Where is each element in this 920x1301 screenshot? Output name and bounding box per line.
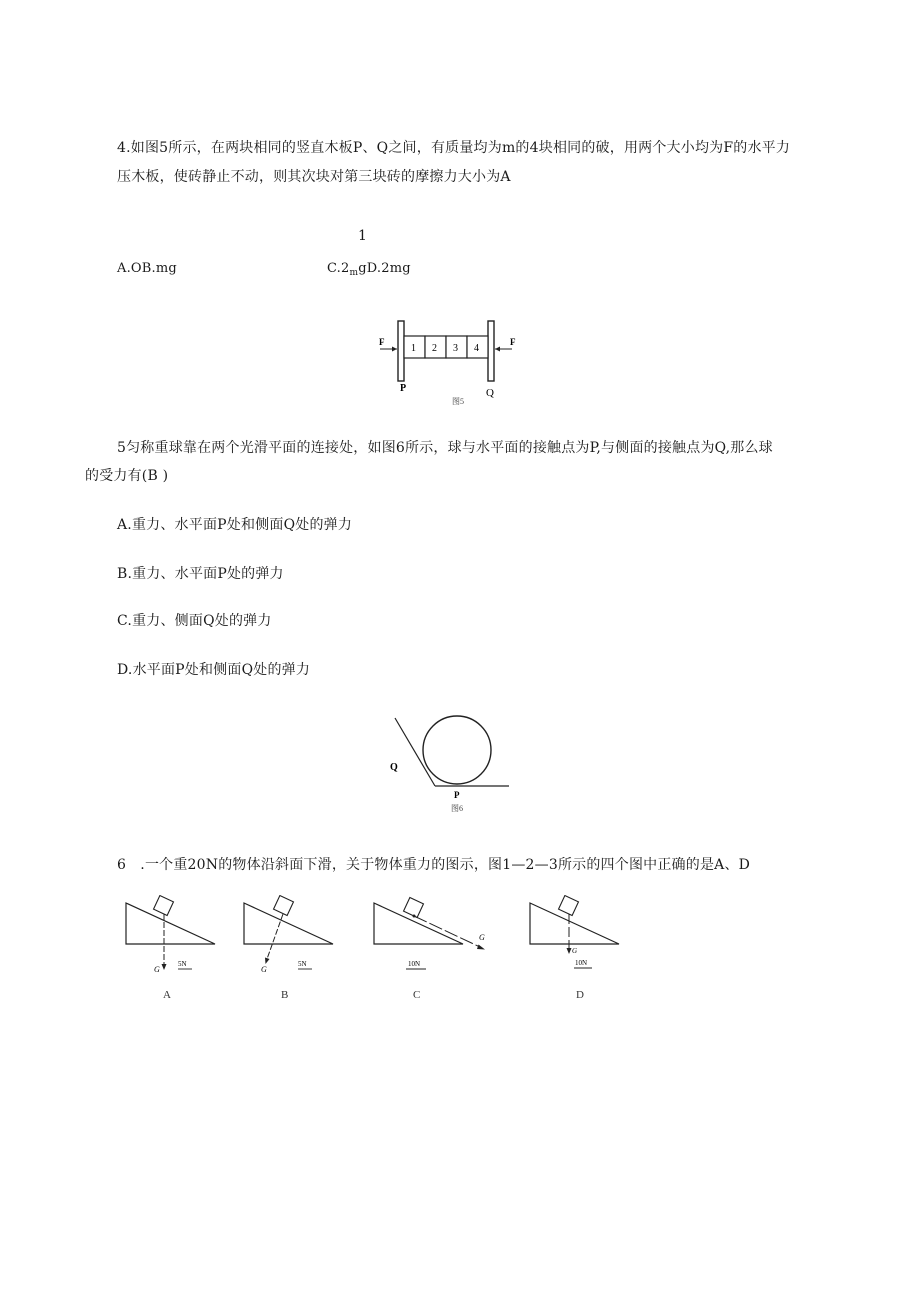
force-label-left: F: [379, 337, 385, 347]
side-plane: [395, 718, 435, 786]
block: [404, 898, 424, 918]
block: [154, 896, 174, 916]
gravity-label: G: [261, 965, 267, 974]
board-q: [488, 321, 494, 381]
q5-option-d: D.水平面P处和侧面Q处的弹力: [117, 662, 311, 678]
q6-stem: 6 .一个重20N的物体沿斜面下滑，关于物体重力的图示，图1—2—3所示的四个图中正确的是A、D: [117, 857, 751, 873]
board-label-q: Q: [486, 387, 494, 399]
q4-option-c-sub: m: [349, 268, 359, 278]
q5-option-a: A.重力、水平面P处和侧面Q处的弹力: [117, 517, 353, 533]
board-p: [398, 321, 404, 381]
figure-6b: [238, 895, 343, 1005]
brick-label-4: 4: [474, 343, 479, 354]
q5-option-b: B.重力、水平面P处的弹力: [117, 566, 284, 582]
brick-label-1: 1: [411, 343, 416, 354]
figure-6a: [120, 895, 225, 1005]
figure-5-caption: 图5: [452, 397, 464, 406]
figure-6-caption: 图6: [451, 804, 463, 813]
q4-option-c-pre: C.2: [327, 261, 350, 276]
arrowhead-left: [392, 347, 397, 352]
q4-fraction-numerator: 1: [358, 228, 368, 244]
figure-6c: [368, 895, 498, 1005]
figure-letter: D: [576, 989, 584, 1001]
scale-label: 10N: [575, 959, 588, 967]
figure-6d: [524, 895, 629, 1005]
gravity-arrowhead: [162, 964, 167, 970]
gravity-arrow: [414, 916, 480, 947]
q5-stem-line1: 5匀称重球靠在两个光滑平面的连接处，如图6所示，球与水平面的接触点为P,与侧面的接触点为Q,那么球: [117, 440, 773, 456]
gravity-arrowhead: [265, 958, 270, 965]
q4-option-c-post: gD.2mg: [358, 261, 411, 276]
block: [274, 896, 294, 916]
board-label-p: P: [400, 383, 407, 394]
block: [559, 896, 579, 916]
gravity-arrowhead: [567, 948, 572, 954]
gravity-arrowhead: [477, 945, 485, 950]
figure-letter: B: [281, 989, 289, 1001]
q4-stem-line1: 4.如图5所示，在两块相同的竖直木板P、Q之间，有质量均为m的4块相同的破，用两个大小均为F的水平力: [117, 140, 791, 156]
figure-letter: A: [163, 989, 171, 1001]
q5-stem-line2: 的受力有(B ): [85, 468, 169, 484]
arrowhead-right: [495, 347, 500, 352]
brick-label-3: 3: [453, 343, 458, 354]
gravity-label: G: [154, 965, 160, 974]
brick-label-2: 2: [432, 343, 437, 354]
contact-label-p: P: [454, 790, 460, 800]
force-label-right: F: [510, 337, 516, 347]
q4-option-cd: [327, 261, 411, 276]
scale-label: 5N: [298, 960, 307, 968]
gravity-arrow: [267, 914, 283, 959]
q4-stem-line2: 压木板，使砖静止不动，则其次块对第三块砖的摩擦力大小为A: [117, 169, 511, 185]
scale-label: 10N: [408, 960, 421, 968]
scale-label: 5N: [178, 960, 187, 968]
q5-option-c: C.重力、侧面Q处的弹力: [117, 613, 272, 629]
ball: [423, 716, 491, 784]
gravity-label: G: [572, 947, 578, 955]
figure-5: [370, 315, 530, 410]
figure-letter: C: [413, 989, 421, 1001]
contact-label-q: Q: [390, 762, 398, 773]
figure-6: [385, 710, 520, 820]
gravity-label: G: [479, 933, 485, 942]
q4-option-ab: A.OB.mg: [117, 261, 177, 276]
